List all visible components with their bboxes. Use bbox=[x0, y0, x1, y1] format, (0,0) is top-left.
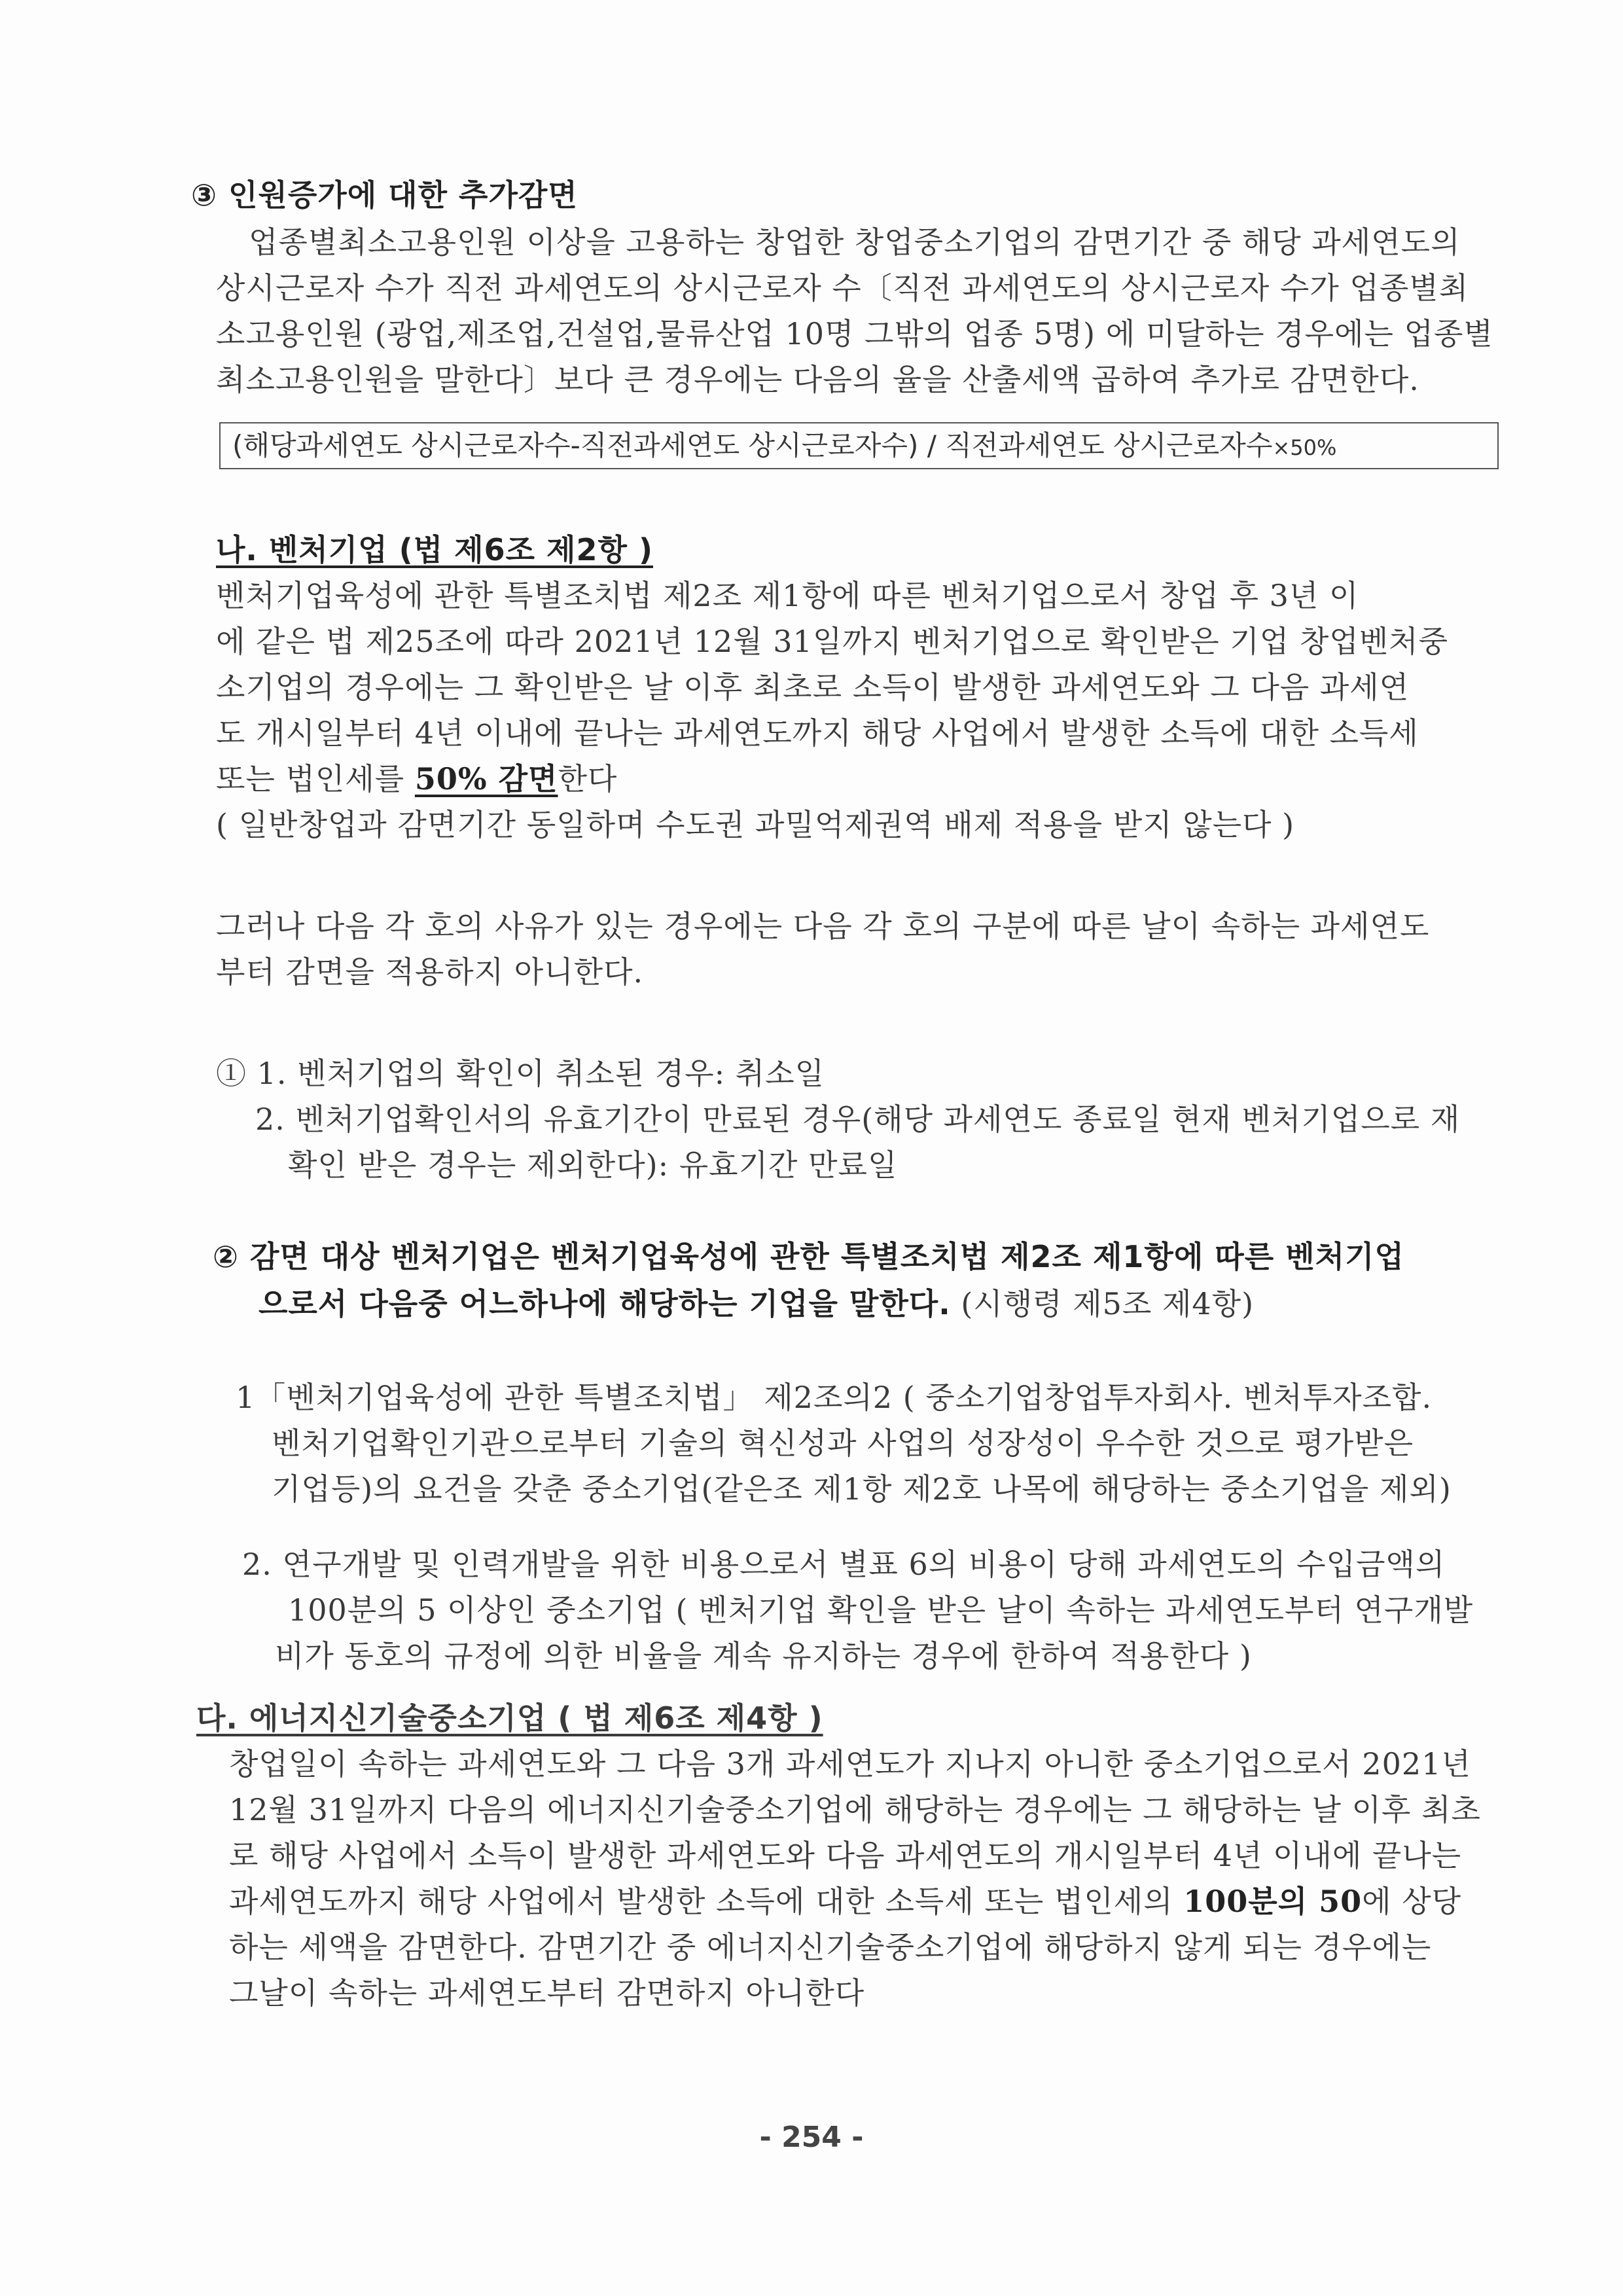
item2-line-2 bbox=[259, 1284, 1254, 1323]
s3-line-2: 상시근로자 수가 직전 과세연도의 상시근로자 수〔직전 과세연도의 상시근로자 수가 업종별최 bbox=[216, 270, 1469, 306]
na-line-3: 소기업의 경우에는 그 확인받은 날 이후 최초로 소득이 발생한 과세연도와 그 다음 과세연 bbox=[216, 670, 1410, 705]
item1-a: ① 1. 벤처기업의 확인이 취소된 경우: 취소일 bbox=[216, 1056, 825, 1091]
da-line-4 bbox=[229, 1882, 1461, 1921]
item1-b-line-2: 확인 받은 경우는 제외한다): 유효기간 만료일 bbox=[288, 1147, 898, 1183]
sub1-line-3: 기업등)의 요건을 갖춘 중소기업(같은조 제1항 제2호 나목에 해당하는 중소기업을 제외) bbox=[272, 1471, 1452, 1507]
item1-b-line-1: 2. 벤처기업확인서의 유효기간이 만료된 경우(해당 과세연도 종료일 현재 벤처기업으로 재 bbox=[255, 1102, 1461, 1137]
item2-line-2-bold: 으로서 다음중 어느하나에 해당하는 기업을 말한다. bbox=[259, 1286, 951, 1321]
na-line-5-pre: 또는 법인세를 bbox=[216, 761, 415, 797]
s3-line-1: 업종별최소고용인원 이상을 고용하는 창업한 창업중소기업의 감면기간 중 해당 과세연도의 bbox=[249, 224, 1461, 260]
sub2-line-3: 비가 동호의 규정에 의한 비율을 계속 유지하는 경우에 한하여 적용한다 ) bbox=[275, 1638, 1252, 1674]
na-para2-line-2: 부터 감면을 적용하지 아니한다. bbox=[216, 954, 644, 990]
formula-tail: ×50% bbox=[1272, 435, 1337, 460]
s3-line-4: 최소고용인원을 말한다〕보다 큰 경우에는 다음의 율을 산출세액 곱하여 추가로 감면한다. bbox=[216, 362, 1419, 397]
na-line-5-emphasis: 50% 감면 bbox=[414, 761, 558, 797]
sub1-line-2: 벤처기업확인기관으로부터 기술의 혁신성과 사업의 성장성이 우수한 것으로 평가받은 bbox=[272, 1426, 1414, 1461]
na-line-5-post: 한다 bbox=[558, 761, 618, 797]
sub1-line-1: 1「벤처기업육성에 관한 특별조치법」 제2조의2 ( 중소기업창업투자회사. 벤처투자조합. bbox=[236, 1380, 1433, 1415]
na-para2-line-1: 그러나 다음 각 호의 사유가 있는 경우에는 다음 각 호의 구분에 따른 날이 속하는 과세연도 bbox=[216, 908, 1430, 944]
item2-line-2-tail: (시행령 제5조 제4항) bbox=[950, 1286, 1255, 1321]
da-line-3: 로 해당 사업에서 소득이 발생한 과세연도와 다음 과세연도의 개시일부터 4년 이내에 끝나는 bbox=[229, 1838, 1462, 1873]
na-line-4: 도 개시일부터 4년 이내에 끝나는 과세연도까지 해당 사업에서 발생한 소득에 대한 소득세 bbox=[216, 715, 1419, 751]
da-line-6: 그날이 속하는 과세연도부터 감면하지 아니한다 bbox=[229, 1975, 865, 2011]
na-line-1: 벤처기업육성에 관한 특별조치법 제2조 제1항에 따른 벤처기업으로서 창업 후 3년 이 bbox=[216, 578, 1359, 613]
item2-line-1: ② 감면 대상 벤처기업은 벤처기업육성에 관한 특별조치법 제2조 제1항에 따른 벤처기업 bbox=[213, 1239, 1404, 1274]
da-line-5: 하는 세액을 감면한다. 감면기간 중 에너지신기술중소기업에 해당하지 않게 되는 경우에는 bbox=[229, 1929, 1432, 1965]
s3-line-3: 소고용인원 (광업,제조업,건설업,물류산업 10명 그밖의 업종 5명) 에 미달하는 경우에는 업종별 bbox=[216, 316, 1493, 351]
section-da-heading: 다. 에너지신기술중소기업 ( 법 제6조 제4항 ) bbox=[196, 1700, 823, 1736]
na-note: ( 일반창업과 감면기간 동일하며 수도권 과밀억제권역 배제 적용을 받지 않는다 ) bbox=[216, 807, 1295, 842]
section-na-heading: 나. 벤처기업 (법 제6조 제2항 ) bbox=[216, 532, 653, 567]
da-line-4-pre: 과세연도까지 해당 사업에서 발생한 소득에 대한 소득세 또는 법인세의 bbox=[229, 1884, 1184, 1919]
sub2-line-1: 2. 연구개발 및 인력개발을 위한 비용으로서 별표 6의 비용이 당해 과세연도의 수입금액의 bbox=[242, 1547, 1446, 1582]
da-line-4-emphasis: 100분의 50 bbox=[1183, 1884, 1363, 1919]
section-3-heading: ③ 인원증가에 대한 추가감면 bbox=[191, 177, 578, 213]
na-line-5 bbox=[216, 759, 617, 798]
da-line-4-post: 에 상당 bbox=[1362, 1884, 1462, 1919]
na-line-2: 에 같은 법 제25조에 따라 2021년 12월 31일까지 벤처기업으로 확인받은 기업 창업벤처중 bbox=[216, 624, 1449, 659]
formula-box bbox=[219, 422, 1499, 469]
formula-text: (해당과세연도 상시근로자수-직전과세연도 상시근로자수) / 직전과세연도 상시근로자수 bbox=[232, 429, 1273, 461]
page-number: - 254 - bbox=[759, 2121, 864, 2154]
da-line-2: 12월 31일까지 다음의 에너지신기술중소기업에 해당하는 경우에는 그 해당하는 날 이후 최초 bbox=[229, 1792, 1481, 1827]
sub2-line-2: 100분의 5 이상인 중소기업 ( 벤처기업 확인을 받은 날이 속하는 과세연도부터 연구개발 bbox=[288, 1592, 1474, 1628]
da-line-1: 창업일이 속하는 과세연도와 그 다음 3개 과세연도가 지나지 아니한 중소기업으로서 2021년 bbox=[229, 1746, 1471, 1782]
